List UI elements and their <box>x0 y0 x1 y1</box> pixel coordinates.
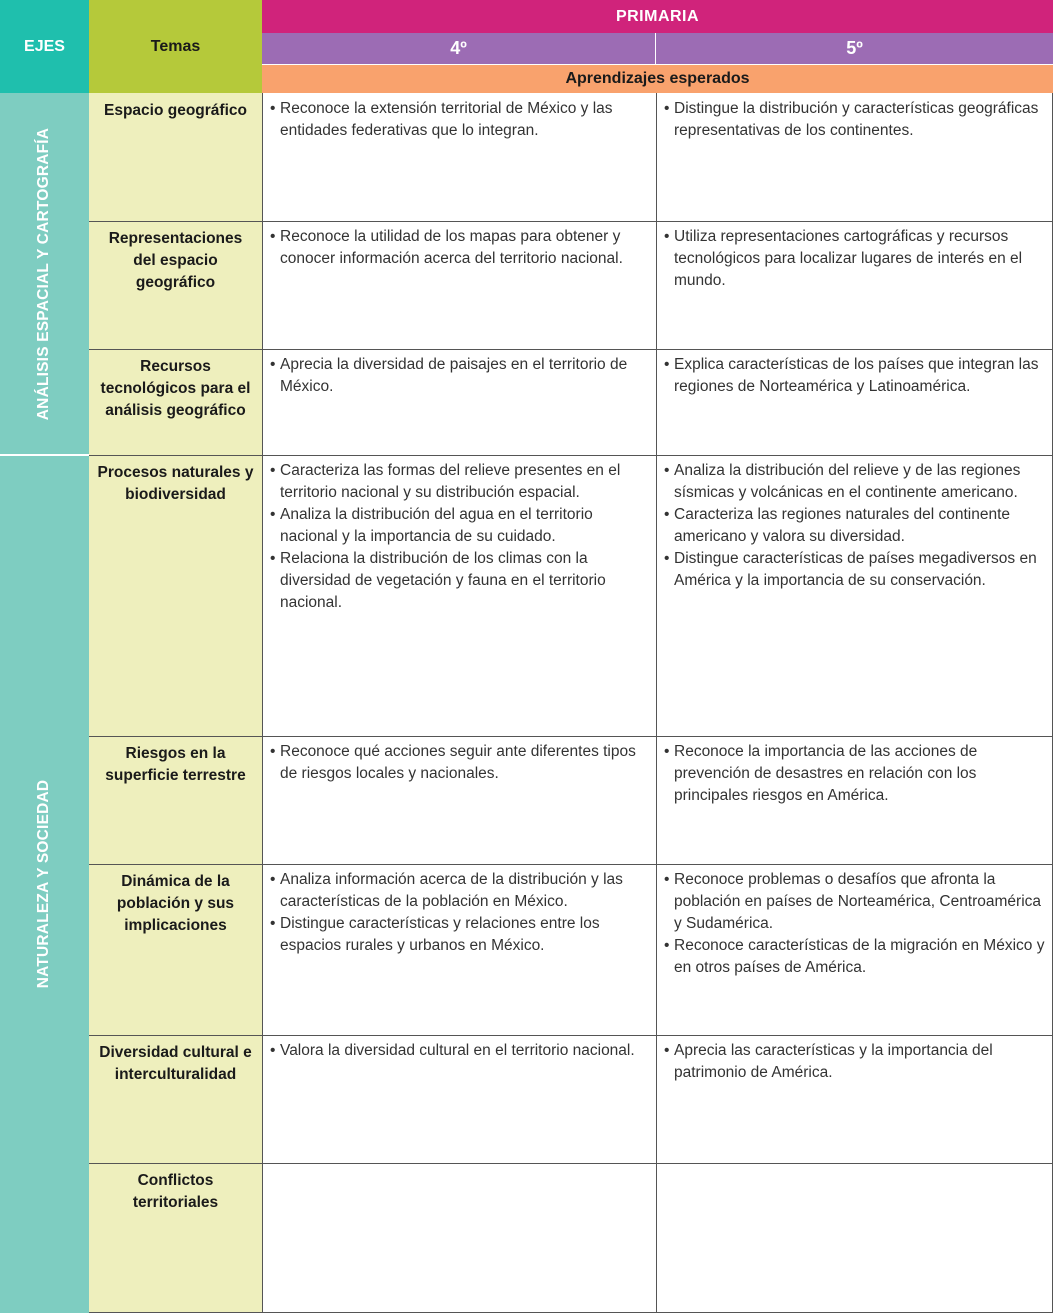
aprendizaje-cell-4 <box>262 221 656 349</box>
table-right-border <box>1052 93 1053 1313</box>
aprendizaje-cell-5 <box>656 1035 1053 1163</box>
header-temas: Temas <box>89 0 262 93</box>
tema-cell: Representaciones del espacio geográfico <box>108 230 243 291</box>
aprendizaje-item: • Caracteriza las formas del relieve presentes en el territorio nacional y su distribución espacial. <box>270 460 648 504</box>
tema-cell: Espacio geográfico <box>104 102 247 119</box>
header-ejes: EJES <box>0 0 89 93</box>
aprendizaje-cell-4 <box>262 736 656 864</box>
header-grade-4: 4º <box>262 33 656 64</box>
row-divider <box>89 221 1053 222</box>
row-divider <box>89 1163 1053 1164</box>
aprendizaje-item: • Explica características de los países que integran las regiones de Norteamérica y Latinoamérica. <box>664 354 1045 398</box>
row-divider <box>89 864 1053 865</box>
table-bottom-border <box>89 1312 1053 1313</box>
row-divider <box>89 736 1053 737</box>
aprendizaje-item: • Reconoce la extensión territorial de México y las entidades federativas que lo integran. <box>270 98 648 142</box>
tema-cell: Diversidad cultural e interculturalidad <box>99 1044 252 1083</box>
axis-naturaleza-sociedad <box>0 456 89 1313</box>
row-divider <box>89 349 1053 350</box>
tema-cell: Conflictos territoriales <box>132 1172 219 1211</box>
header-grade-5: 5º <box>656 33 1053 64</box>
tema-cell: Riesgos en la superficie terrestre <box>105 745 246 784</box>
aprendizaje-item: • Caracteriza las regiones naturales del continente americano y valora su diversidad. <box>664 504 1045 548</box>
row-divider <box>89 1035 1053 1036</box>
tema-cell: Dinámica de la población y sus implicaciones <box>116 873 235 934</box>
aprendizaje-cell-5 <box>656 455 1053 736</box>
aprendizaje-cell-5 <box>656 93 1053 221</box>
aprendizaje-cell-4 <box>262 864 656 1035</box>
aprendizaje-cell-5-empty <box>656 1163 1053 1313</box>
aprendizaje-item: • Valora la diversidad cultural en el territorio nacional. <box>270 1040 648 1062</box>
aprendizaje-item: • Reconoce la utilidad de los mapas para obtener y conocer información acerca del territorio nacional. <box>270 226 648 270</box>
aprendizaje-item: • Aprecia las características y la importancia del patrimonio de América. <box>664 1040 1045 1084</box>
aprendizaje-cell-4 <box>262 1035 656 1163</box>
aprendizaje-item: • Reconoce características de la migración en México y en otros países de América. <box>664 935 1045 979</box>
aprendizaje-item: • Analiza la distribución del relieve y de las regiones sísmicas y volcánicas en el continente americano. <box>664 460 1045 504</box>
aprendizaje-cell-5 <box>656 221 1053 349</box>
axis-label: ANÁLISIS ESPACIAL Y CARTOGRAFÍA <box>35 127 52 421</box>
aprendizaje-item: • Reconoce la importancia de las acciones de prevención de desastres en relación con los principales riesgos en América. <box>664 741 1045 807</box>
row-divider <box>89 455 1053 456</box>
column-divider <box>262 93 263 1313</box>
tema-cell: Recursos tecnológicos para el análisis geográfico <box>100 358 251 419</box>
aprendizaje-item: • Distingue características y relaciones entre los espacios rurales y urbanos en México. <box>270 913 648 957</box>
aprendizaje-item: • Relaciona la distribución de los climas con la diversidad de vegetación y fauna en el territorio nacional. <box>270 548 648 614</box>
header-aprendizajes: Aprendizajes esperados <box>262 64 1053 93</box>
aprendizaje-item: • Reconoce problemas o desafíos que afronta la población en países de Norteamérica, Centroamérica y Sudamérica. <box>664 869 1045 935</box>
aprendizaje-cell-5 <box>656 736 1053 864</box>
aprendizaje-cell-4 <box>262 349 656 455</box>
aprendizaje-cell-5 <box>656 864 1053 1035</box>
axis-analisis-espacial <box>0 93 89 455</box>
header-level: PRIMARIA <box>262 0 1053 33</box>
aprendizaje-item: • Analiza la distribución del agua en el territorio nacional y la importancia de su cuidado. <box>270 504 648 548</box>
aprendizaje-cell-4-empty <box>262 1163 656 1313</box>
aprendizaje-cell-4 <box>262 93 656 221</box>
aprendizaje-item: • Distingue la distribución y características geográficas representativas de los continentes. <box>664 98 1045 142</box>
aprendizaje-item: • Reconoce qué acciones seguir ante diferentes tipos de riesgos locales y nacionales. <box>270 741 648 785</box>
aprendizaje-cell-5 <box>656 349 1053 455</box>
aprendizaje-item: • Aprecia la diversidad de paisajes en el territorio de México. <box>270 354 648 398</box>
aprendizaje-item: • Distingue características de países megadiversos en América y la importancia de su conservación. <box>664 548 1045 592</box>
axis-label: NATURALEZA Y SOCIEDAD <box>35 779 52 989</box>
aprendizaje-cell-4 <box>262 455 656 736</box>
column-divider <box>656 93 657 1313</box>
tema-cell: Procesos naturales y biodiversidad <box>97 464 254 503</box>
aprendizaje-item: • Utiliza representaciones cartográficas y recursos tecnológicos para localizar lugares de interés en el mundo. <box>664 226 1045 292</box>
aprendizaje-item: • Analiza información acerca de la distribución y las características de la población en México. <box>270 869 648 913</box>
